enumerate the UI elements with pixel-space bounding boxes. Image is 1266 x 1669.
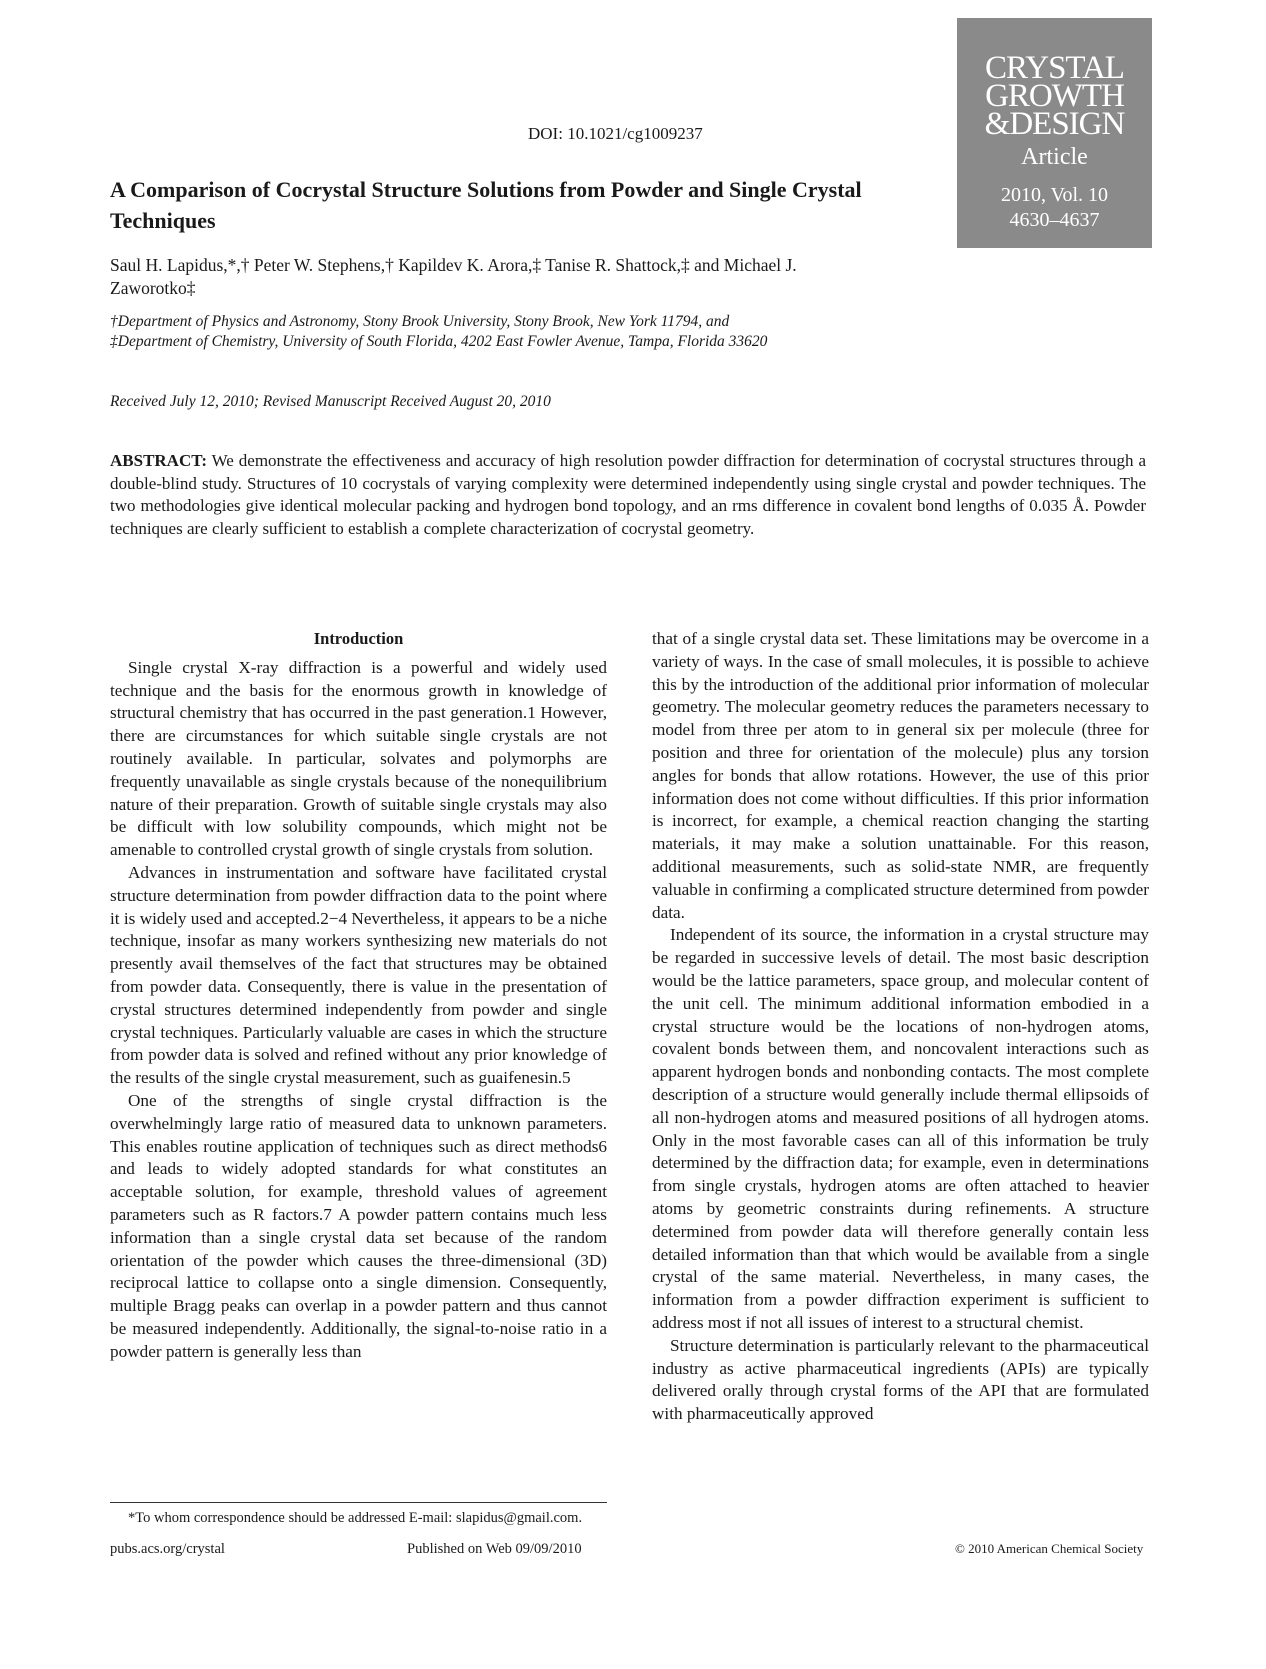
footer-published-date: Published on Web 09/09/2010: [407, 1541, 582, 1557]
footer-url: pubs.acs.org/crystal: [110, 1541, 225, 1557]
left-column: [110, 628, 607, 1364]
received-dates: Received July 12, 2010; Revised Manuscript Received August 20, 2010: [110, 393, 551, 410]
abstract-text: We demonstrate the effectiveness and accuracy of high resolution powder diffraction for determination of cocrystal structures through a double-blind study. Structures of 10 cocrystals of varying complexity were determined independently using single crystal and powder techniques. The two methodologies give identical molecular packing and hydrogen bond topology, and an rms difference in covalent bond lengths of 0.035 Å. Powder techniques are clearly sufficient to establish a complete characterization of cocrystal geometry.: [110, 451, 1146, 538]
article-type: Article: [1021, 144, 1088, 170]
affiliation-2: ‡Department of Chemistry, University of South Florida, 4202 East Fowler Avenue, Tampa, Florida 33620: [110, 332, 768, 350]
journal-name-line-3: &DESIGN: [984, 106, 1125, 142]
journal-badge: [957, 18, 1152, 248]
affiliation-1: †Department of Physics and Astronomy, Stony Brook University, Stony Brook, New York 11794, and: [110, 313, 730, 330]
paragraph: Single crystal X-ray diffraction is a powerful and widely used technique and the basis for the enormous growth in knowledge of structural chemistry that has occurred in the past generation.1 However, there are circumstances for which suitable single crystals are not routinely available. In particular, solvates and polymorphs are frequently unavailable as single crystals because of the nonequilibrium nature of their preparation. Growth of suitable single crystals may also be difficult with low solubility compounds, which might not be amenable to controlled crystal growth of single crystals from solution.: [110, 657, 607, 860]
volume-info: [957, 183, 1152, 233]
journal-name: [957, 50, 1152, 142]
section-heading-introduction: Introduction: [313, 629, 404, 648]
abstract-label: ABSTRACT:: [110, 451, 207, 470]
journal-name-line-1: CRYSTAL: [985, 50, 1124, 86]
volume: 2010, Vol. 10: [1000, 184, 1109, 206]
paragraph: Advances in instrumentation and software have facilitated crystal structure determination from powder diffraction data to the point where it is widely used and accepted.2−4 Nevertheless, it appears to be a niche technique, insofar as many workers synthesizing new materials do not presently avail themselves of the fact that structures may be obtained from powder data. Consequently, there is value in the presentation of crystal structures determined independently from powder and single crystal techniques. Particularly valuable are cases in which the structure from powder data is solved and refined without any prior knowledge of the results of the single crystal measurement, such as guaifenesin.5: [110, 862, 607, 1088]
right-column: [652, 628, 1149, 1426]
correspondence-footnote: *To whom correspondence should be addressed E-mail: slapidus@gmail.com.: [128, 1510, 583, 1526]
footer-copyright: © 2010 American Chemical Society: [955, 1541, 1144, 1556]
paragraph: One of the strengths of single crystal diffraction is the overwhelmingly large ratio of measured data to unknown parameters. This enables routine application of techniques such as direct methods6 and leads to widely adopted standards for what constitutes an acceptable solution, for example, threshold values of agreement parameters such as R factors.7 A powder pattern contains much less information than a single crystal data set because of the random orientation of the powder which causes the three-dimensional (3D) reciprocal lattice to collapse onto a single dimension. Consequently, multiple Bragg peaks can overlap in a powder pattern and thus cannot be measured independently. Additionally, the signal-to-noise ratio in a powder pattern is generally less than: [110, 1090, 607, 1361]
doi: DOI: 10.1021/cg1009237: [528, 124, 703, 143]
paragraph: that of a single crystal data set. These limitations may be overcome in a variety of ways. In the case of small molecules, it is possible to achieve this by the introduction of the additional prior information of molecular geometry. The molecular geometry reduces the parameters necessary to model from three per atom to in general six per molecule (three for position and three for orientation of the molecule) plus any torsion angles for bonds that allow rotations. However, the use of this prior information does not come without difficulties. If this prior information is incorrect, for example, a chemical reaction changing the starting materials, it may make a solution unattainable. For this reason, additional measurements, such as solid-state NMR, are frequently valuable in confirming a complicated structure determined from powder data.: [652, 629, 1149, 922]
authors: Saul H. Lapidus,*,† Peter W. Stephens,† Kapildev K. Arora,‡ Tanise R. Shattock,‡ and Michael J. Zaworotko‡: [110, 255, 797, 298]
journal-name-line-2: GROWTH: [985, 78, 1124, 114]
pages: 4630–4637: [1009, 209, 1100, 231]
paragraph: Independent of its source, the information in a crystal structure may be regarded in successive levels of detail. The most basic description would be the lattice parameters, space group, and molecular content of the unit cell. The minimum additional information embodied in a crystal structure would be the locations of non-hydrogen atoms, covalent bonds between them, and noncovalent interactions such as apparent hydrogen bonds and nonbonding contacts. The most complete description of a structure would generally include thermal ellipsoids of all non-hydrogen atoms and measured positions of all hydrogen atoms. Only in the most favorable cases can all of this information be truly determined by the diffraction data; for example, even in determinations from single crystals, hydrogen atoms are often attached to heavier atoms by geometric constraints during refinements. A structure determined from powder data will therefore generally contain less detailed information than that which would be available from a single crystal of the same material. Nevertheless, in many cases, the information from a powder diffraction experiment is sufficient to address most if not all issues of interest to a structural chemist.: [652, 925, 1149, 1332]
affiliations: [110, 312, 910, 351]
footnote-divider: [110, 1502, 607, 1503]
paper-title: A Comparison of Cocrystal Structure Solutions from Powder and Single Crystal Techniques: [110, 177, 862, 233]
paragraph: Structure determination is particularly relevant to the pharmaceutical industry as active pharmaceutical ingredients (APIs) are typically delivered orally through crystal forms of the API that are formulated with pharmaceutically approved: [652, 1335, 1149, 1424]
abstract: [110, 450, 1146, 540]
